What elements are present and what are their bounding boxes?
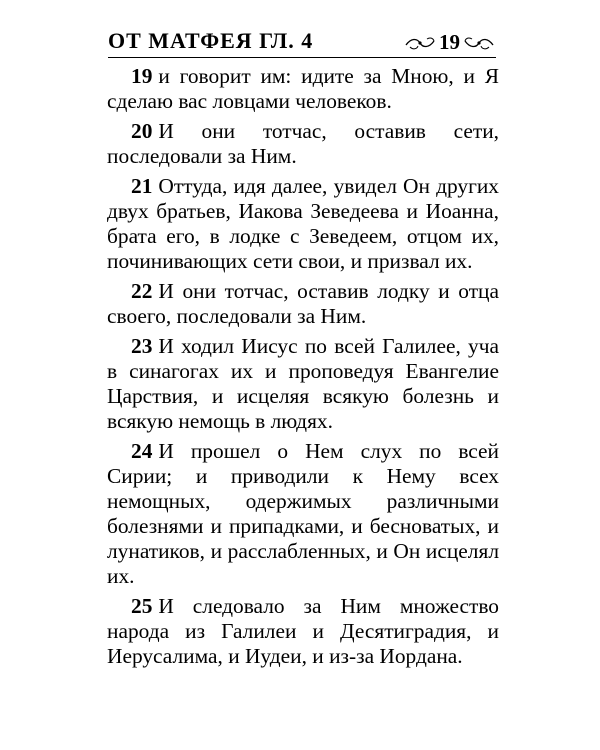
verse-22 (107, 279, 499, 329)
verse-number: 19 (131, 64, 153, 88)
verse-number: 21 (131, 174, 153, 198)
verse-text: Оттуда, идя далее, увидел Он других двух братьев, Иакова Зеведеева и Иоанна, брата его, в лодке с Зеведеем, отцом их, починивающих сети свои, и призвал их. (107, 174, 499, 273)
running-title: ОТ МАТФЕЯ ГЛ. 4 (108, 28, 314, 53)
verse-text: И прошел о Нем слух по всей Сирии; и приводили к Нему всех немощных, одержимых различными болезнями и припадками, и бесноватых, и лунатиков, и расслабленных, и Он исцелял их. (107, 439, 499, 588)
verse-text: И ходил Иисус по всей Галилее, уча в синагогах их и проповедуя Евангелие Царствия, и исцеляя всякую болезнь и всякую немощь в людях. (107, 334, 499, 433)
verse-number: 23 (131, 334, 153, 358)
verse-21 (107, 174, 499, 274)
left-flourish-icon (405, 35, 435, 51)
right-flourish-icon (464, 35, 494, 51)
verse-number: 24 (131, 439, 153, 463)
verse-number: 20 (131, 119, 153, 143)
verse-number: 22 (131, 279, 153, 303)
verse-25 (107, 594, 499, 669)
verse-text: И они тотчас, оставив лодку и отца своего, последовали за Ним. (107, 279, 499, 328)
page-number: 19 (439, 30, 460, 54)
verse-19 (107, 64, 499, 114)
verse-23 (107, 334, 499, 434)
header-rule (108, 57, 496, 58)
scripture-text (107, 64, 499, 674)
page-number-group (405, 30, 494, 55)
verse-20 (107, 119, 499, 169)
verse-text: И они тотчас, оставив сети, последовали за Ним. (107, 119, 499, 168)
verse-text: И следовало за Ним множество народа из Галилеи и Десятиградия, и Иерусалима, и Иудеи, и из-за Иордана. (107, 594, 499, 668)
page-header (108, 24, 496, 64)
verse-24 (107, 439, 499, 589)
verse-number: 25 (131, 594, 153, 618)
verse-text: и говорит им: идите за Мною, и Я сделаю вас ловцами человеков. (107, 64, 499, 113)
